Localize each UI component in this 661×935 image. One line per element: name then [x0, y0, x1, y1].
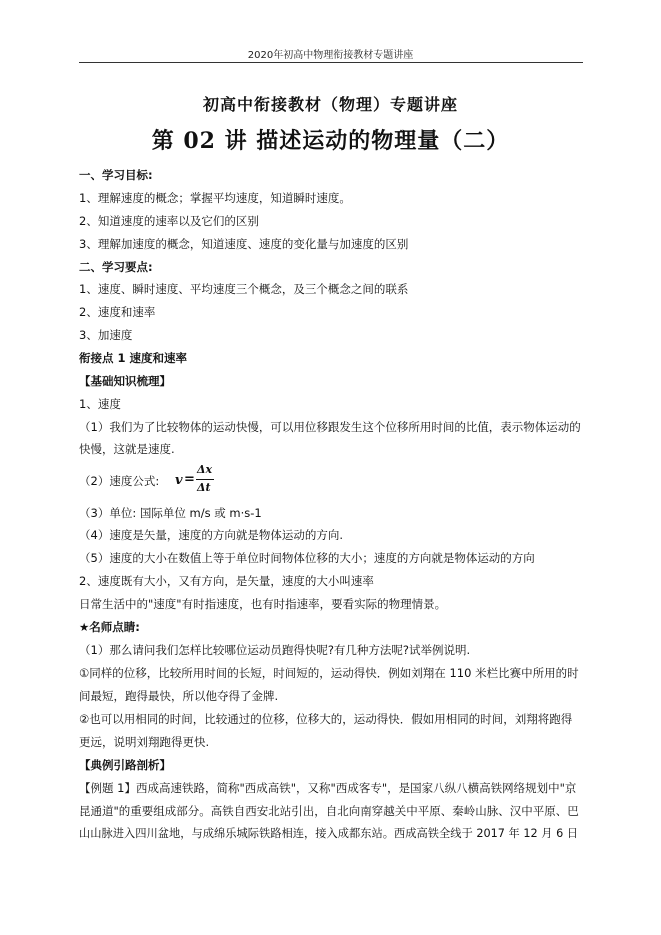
basics-heading: 【基础知识梳理】 [79, 374, 171, 388]
link-point-heading: 衔接点 1 速度和速率 [79, 351, 188, 365]
body-line: （3）单位: 国际单位 m/s 或 m·s-1 [79, 506, 262, 520]
section-heading-key-points: 二、学习要点: [79, 260, 153, 274]
body-line: （1）那么请问我们怎样比较哪位运动员跑得快呢?有几种方法呢?试举例说明. [79, 643, 471, 657]
objective-item: 2、知道速度的速率以及它们的区别 [79, 214, 259, 228]
fraction-bar [196, 479, 214, 480]
lecture-title: 第 02 讲 描述运动的物理量（二） [151, 128, 510, 154]
header-rule [79, 62, 583, 63]
body-line: 2、速度既有大小，又有方向，是矢量，速度的大小叫速率 [79, 574, 374, 588]
formula-equals: = [184, 472, 195, 487]
body-line: 1、速度 [79, 397, 121, 411]
section-heading-objectives: 一、学习目标: [79, 168, 153, 182]
body-line: 日常生活中的"速度"有时指速度，也有时指速率，要看实际的物理情景。 [79, 597, 447, 611]
velocity-formula [175, 463, 215, 499]
teacher-tips-heading: ★名师点睛: [79, 620, 140, 634]
example-line: 【例题 1】西成高速铁路，简称"西成高铁"，又称"西成客专"，是国家八纵八横高铁网络规划中"京 [79, 781, 577, 795]
running-head: 2020年初高中物理衔接教材专题讲座 [247, 50, 414, 61]
example-line: 山山脉进入四川盆地，与成绵乐城际铁路相连，接入成都东站。西成高铁全线于 2017 年 12 月 6 日 [79, 827, 579, 840]
objective-item: 3、理解加速度的概念，知道速度、速度的变化量与加速度的区别 [79, 237, 409, 251]
series-subtitle: 初高中衔接教材（物理）专题讲座 [202, 95, 458, 114]
key-point-item: 1、速度、瞬时速度、平均速度三个概念，及三个概念之间的联系 [79, 282, 409, 296]
example-line: 昆通道"的重要组成部分。高铁自西安北站引出，自北向南穿越关中平原、秦岭山脉、汉中平原、巴 [79, 804, 579, 818]
formula-lhs: v [175, 473, 183, 488]
body-line: 间最短，跑得最快，所以他夺得了金牌. [79, 689, 279, 703]
objective-item: 1、理解速度的概念；掌握平均速度，知道瞬时速度。 [79, 191, 351, 205]
body-line: （5）速度的大小在数值上等于单位时间物体位移的大小；速度的方向就是物体运动的方向 [79, 551, 535, 565]
formula-numerator: Δx [197, 463, 213, 476]
body-line: 快慢，这就是速度. [79, 442, 175, 456]
key-point-item: 3、加速度 [79, 328, 133, 342]
body-line: （1）我们为了比较物体的运动快慢，可以用位移跟发生这个位移所用时间的比值，表示物体运动的 [79, 420, 581, 434]
body-line: 更远，说明刘翔跑得更快. [79, 735, 210, 749]
examples-heading: 【典例引路剖析】 [79, 758, 171, 772]
formula-denominator: Δt [197, 481, 211, 494]
body-line: ②也可以用相同的时间，比较通过的位移，位移大的，运动得快．假如用相同的时间，刘翔将跑得 [79, 712, 573, 726]
formula-label: （2）速度公式: [79, 474, 160, 488]
body-line: （4）速度是矢量，速度的方向就是物体运动的方向. [79, 528, 343, 542]
body-line: ①同样的位移，比较所用时间的长短，时间短的，运动得快．例如刘翔在 110 米栏比赛中所用的时 [79, 666, 579, 680]
key-point-item: 2、速度和速率 [79, 305, 156, 319]
